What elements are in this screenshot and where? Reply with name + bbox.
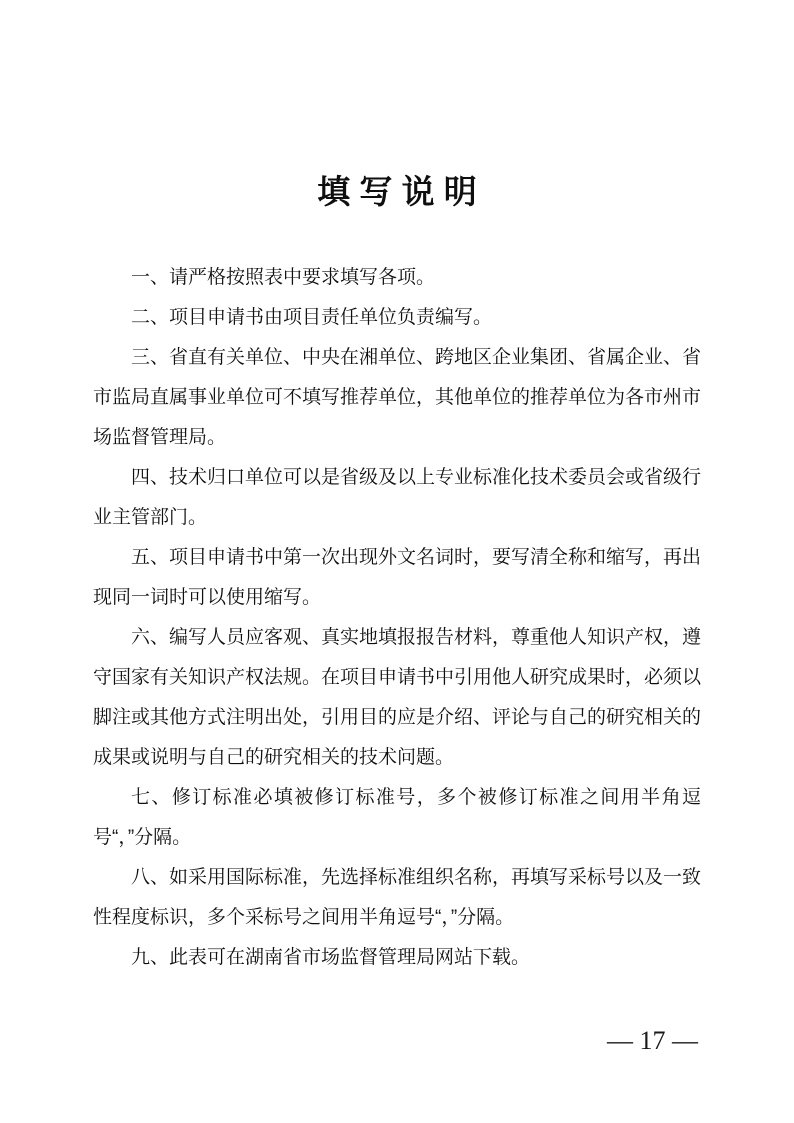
page-number: — 17 — bbox=[607, 1026, 698, 1055]
instruction-item-8: 八、如采用国际标准，先选择标准组织名称，再填写采标号以及一致性程度标识，多个采标号之间用半角逗号“，”分隔。 bbox=[93, 867, 702, 928]
instruction-item-5: 五、项目申请书中第一次出现外文名词时，要写清全称和缩写，再出现同一词时可以使用缩写。 bbox=[93, 547, 702, 608]
document-title: 填 写 说 明 bbox=[317, 173, 477, 210]
instruction-item-1: 一、请严格按照表中要求填写各项。 bbox=[131, 267, 436, 288]
instruction-item-4: 四、技术归口单位可以是省级及以上专业标准化技术委员会或省级行业主管部门。 bbox=[93, 467, 702, 528]
instruction-item-7: 七、修订标准必填被修订标准号，多个被修订标准之间用半角逗号“，”分隔。 bbox=[93, 787, 701, 848]
instruction-item-6: 六、编写人员应客观、真实地填报报告材料，尊重他人知识产权，遵守国家有关知识产权法规。在项目申请书中引用他人研究成果时，必须以脚注或其他方式注明出处，引用目的应是介绍、评论与自己的研究相关的成果或说明与自己的研究相关的技术问题。 bbox=[93, 627, 702, 768]
instructions-body bbox=[93, 258, 701, 978]
instruction-item-9: 九、此表可在湖南省市场监督管理局网站下载。 bbox=[131, 947, 531, 968]
instruction-item-2: 二、项目申请书由项目责任单位负责编写。 bbox=[131, 307, 493, 328]
instruction-item-3: 三、省直有关单位、中央在湘单位、跨地区企业集团、省属企业、省市监局直属事业单位可不填写推荐单位，其他单位的推荐单位为各市州市场监督管理局。 bbox=[93, 347, 702, 448]
